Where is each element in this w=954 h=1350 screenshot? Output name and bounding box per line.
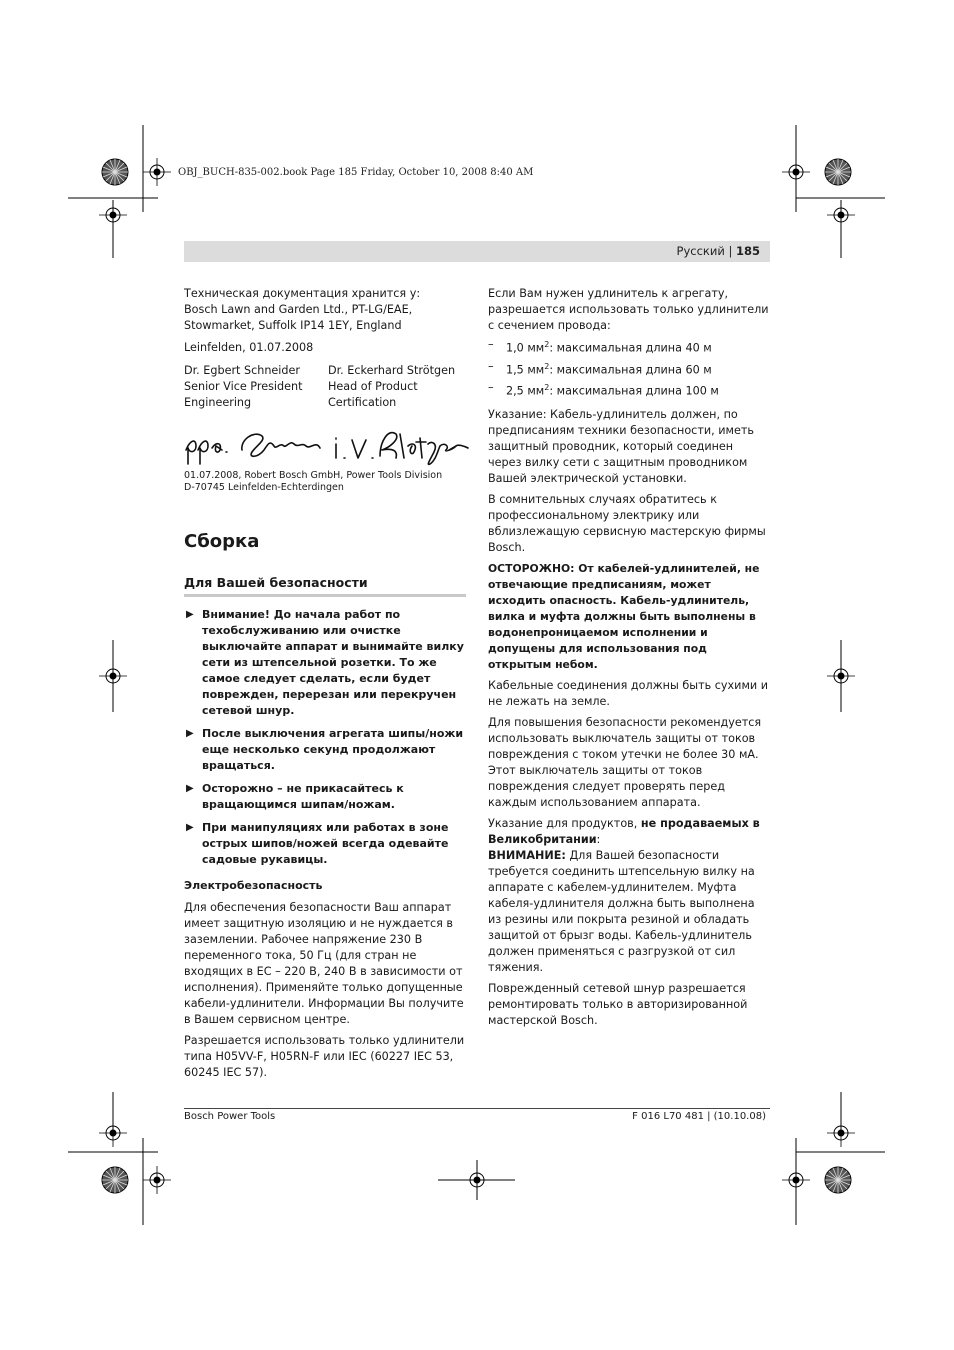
footer-left: Bosch Power Tools bbox=[184, 1111, 276, 1122]
header-language: Русский bbox=[676, 244, 725, 258]
superscript: 2 bbox=[544, 361, 550, 371]
safety-bullet bbox=[184, 781, 466, 813]
production-info: OBJ_BUCH-835-002.book Page 185 Friday, October 10, 2008 8:40 AM bbox=[178, 167, 534, 178]
tech-doc-line: Техническая документация хранится у: bbox=[184, 287, 421, 300]
bullet-text: После выключения агрегата шипы/ножи еще несколько секунд продолжают вращаться. bbox=[202, 727, 464, 772]
dash: – bbox=[488, 381, 494, 395]
electrical-paragraph: Для обеспечения безопасности Ваш аппарат имеет защитную изоляцию и не нуждается в заземлении. Рабочее напряжение 230 В переменного тока, 50 Гц (для стран не входящих в ЕС – 220 В, 240 В в зависимости от исполнения). Применяйте только допущенные кабели-удлинители. Информации Вы получите в Вашем сервисном центре. bbox=[184, 901, 464, 1026]
company-info bbox=[184, 470, 474, 494]
section-title: Сборка bbox=[184, 531, 260, 552]
signatory-line: Head of Product bbox=[328, 380, 418, 393]
attention-text: Для Вашей безопасности требуется соединить штепсельную вилку на аппарате с кабелем-удлинителем. Муфта кабеля-удлинителя должна быть выполнена из резины или покрыта резиной и обладать защитой от брызг воды. Кабель-удлинитель должен применяться с разгрузкой от сил тяжения. bbox=[488, 849, 755, 975]
dash: – bbox=[488, 338, 494, 351]
bullet-triangle-icon: ▶ bbox=[186, 609, 194, 620]
page-number: 185 bbox=[735, 244, 760, 258]
company-line: 01.07.2008, Robert Bosch GmbH, Power Tools Division bbox=[184, 470, 443, 481]
bullet-text: Осторожно – не прикасайтесь к вращающимся шипам/ножам. bbox=[202, 782, 404, 811]
cable-size: 1,0 мм bbox=[506, 341, 545, 355]
attention-paragraph bbox=[488, 848, 770, 976]
uk-note-bold: не продаваемых в Великобритании bbox=[488, 817, 760, 847]
extension-list bbox=[488, 337, 770, 400]
extension-item bbox=[488, 359, 770, 379]
electrical-title: Электробезопасность bbox=[184, 879, 323, 892]
bullet-triangle-icon: ▶ bbox=[186, 822, 194, 833]
signatory-line: Certification bbox=[328, 396, 397, 409]
rcd-paragraph: Для повышения безопасности рекомендуется использовать выключатель защиты от токов повреждения с током утечки не более 30 мА. Этот выключатель защиты от токов повреждения следует проверять перед каждым использованием аппарата. bbox=[488, 716, 762, 810]
header-separator: | bbox=[724, 244, 736, 258]
damaged-cord-paragraph: Поврежденный сетевой шнур разрешается ремонтировать только в авторизированной мастерской Bosch. bbox=[488, 982, 748, 1028]
signatory-1 bbox=[184, 363, 302, 411]
dash: – bbox=[488, 359, 494, 373]
caution-paragraph: ОСТОРОЖНО: От кабелей-удлинителей, не отвечающие предписаниям, может исходить опасность. Кабель-удлинитель, вилка и муфта должны быть выполнены в водонепроницаемом исполнении и допущены для использования под открытым небом. bbox=[488, 562, 760, 672]
safety-bullets bbox=[184, 607, 466, 868]
safety-bullet bbox=[184, 726, 466, 774]
uk-note-suffix: : bbox=[596, 833, 601, 847]
extension-item bbox=[488, 380, 770, 400]
max-length: : максимальная длина 60 м bbox=[549, 363, 712, 377]
place-date: Leinfelden, 01.07.2008 bbox=[184, 341, 314, 354]
cable-size: 1,5 мм bbox=[506, 363, 545, 377]
signatory-line: Senior Vice President bbox=[184, 380, 303, 393]
max-length: : максимальная длина 100 м bbox=[549, 385, 719, 399]
safety-section bbox=[184, 575, 466, 1086]
superscript: 2 bbox=[544, 383, 550, 393]
note-paragraph: Указание: Кабель-удлинитель должен, по предписаниям техники безопасности, иметь защитный проводник, который соединен через вилку сети с защитным проводником Вашей электрической установки. bbox=[488, 408, 754, 486]
company-line: D-70745 Leinfelden-Echterdingen bbox=[184, 482, 344, 493]
footer-right: F 016 L70 481 | (10.10.08) bbox=[632, 1111, 766, 1122]
tech-doc-line: Stowmarket, Suffolk IP14 1EY, England bbox=[184, 319, 402, 332]
subsection-title: Для Вашей безопасности bbox=[184, 575, 466, 597]
handwritten-signatures bbox=[182, 420, 472, 468]
extension-type-paragraph: Разрешается использовать только удлинители типа H05VV-F, H05RN-F или IEC (60227 IEC 53, 60245 IEC 57). bbox=[184, 1034, 465, 1079]
cable-size: 2,5 мм bbox=[506, 385, 545, 399]
right-column bbox=[488, 286, 770, 1034]
superscript: 2 bbox=[544, 340, 550, 349]
extension-intro: Если Вам нужен удлинитель к агрегату, разрешается использовать только удлинители с сечением провода: bbox=[488, 287, 769, 332]
signatory-line: Dr. Egbert Schneider bbox=[184, 364, 301, 377]
attention-label: ВНИМАНИЕ: bbox=[488, 849, 566, 863]
signatories bbox=[184, 363, 474, 413]
signatory-line: Engineering bbox=[184, 396, 252, 409]
safety-bullet bbox=[184, 820, 466, 868]
header-text bbox=[677, 244, 760, 258]
uk-note bbox=[488, 816, 770, 848]
electrical-section bbox=[184, 878, 466, 1081]
extension-item bbox=[488, 337, 770, 357]
bullet-text: При манипуляциях или работах в зоне острых шипов/ножей всегда одевайте садовые рукавицы. bbox=[202, 821, 449, 866]
tech-doc-block bbox=[184, 286, 474, 356]
signatory-2 bbox=[328, 363, 455, 411]
dry-paragraph: Кабельные соединения должны быть сухими и не лежать на земле. bbox=[488, 679, 768, 709]
note-paragraph: В сомнительных случаях обратитесь к профессиональному электрику или вблизлежащую сервисную мастерскую фирмы Bosch. bbox=[488, 493, 766, 555]
tech-doc-line: Bosch Lawn and Garden Ltd., PT-LG/EAE, bbox=[184, 303, 413, 316]
bullet-triangle-icon: ▶ bbox=[186, 783, 194, 794]
safety-bullet bbox=[184, 607, 466, 719]
footer-rule bbox=[184, 1108, 770, 1109]
uk-note-text: Указание для продуктов, bbox=[488, 817, 641, 831]
page-header bbox=[184, 241, 770, 262]
signatory-line: Dr. Eckerhard Strötgen bbox=[328, 364, 456, 377]
bullet-triangle-icon: ▶ bbox=[186, 728, 194, 739]
bullet-text: Внимание! До начала работ по техобслуживанию или очистке выключайте аппарат и вынимайте вилку сети из штепсельной розетки. То же самое следует сделать, если будет поврежден, перерезан или перекручен сетевой шнур. bbox=[202, 608, 464, 717]
max-length: : максимальная длина 40 м bbox=[549, 341, 712, 355]
